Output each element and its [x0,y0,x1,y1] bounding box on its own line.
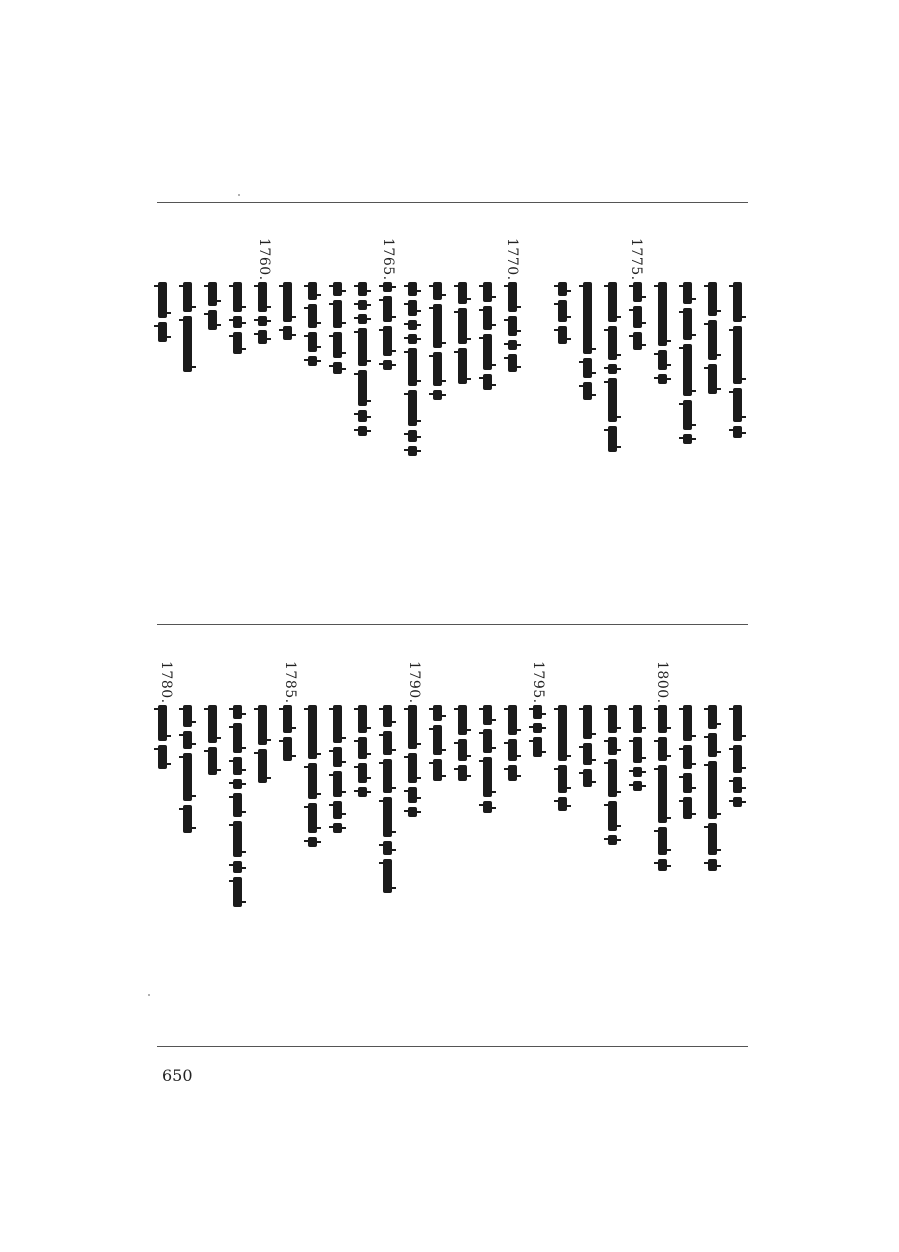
script-word [683,282,692,304]
verse-number: 1770. [504,238,520,281]
script-word [733,388,742,422]
script-word [308,304,317,328]
script-word [583,382,592,400]
speck [148,994,150,996]
script-word [583,358,592,378]
script-line [330,282,344,378]
script-word [683,400,692,430]
script-word [483,757,492,797]
script-line [680,282,694,448]
script-line [405,705,419,821]
script-word [483,801,492,813]
script-word [408,348,417,386]
script-word [608,378,617,422]
script-line [580,705,594,791]
script-word [233,861,242,873]
script-word [358,737,367,759]
verse-number: 1760. [256,238,272,281]
script-word [683,705,692,741]
top-rule [157,202,748,203]
script-word [408,753,417,783]
script-word [208,282,217,306]
script-word [283,326,292,340]
script-word [433,352,442,386]
script-word [608,282,617,322]
script-word [483,729,492,753]
script-word [408,807,417,817]
script-word [558,705,567,761]
script-word [333,801,342,819]
script-word [658,859,667,871]
script-word [183,753,192,801]
script-word [733,326,742,384]
script-line [280,282,294,344]
script-line [355,282,369,440]
script-word [483,306,492,330]
script-word [383,360,392,370]
script-line [305,282,319,370]
script-word [558,765,567,793]
script-word [233,793,242,817]
script-word [733,705,742,741]
script-word [708,823,717,855]
script-word [358,787,367,797]
script-word [383,326,392,356]
script-word [608,705,617,733]
script-word [233,757,242,775]
script-word [158,745,167,769]
script-line [380,282,394,374]
script-word [633,705,642,733]
script-line [555,705,569,815]
script-word [608,426,617,452]
script-line [255,282,269,348]
script-word [458,282,467,304]
verse-number: 1795. [530,661,546,704]
script-word [483,705,492,725]
script-word [383,797,392,837]
script-word [658,350,667,370]
script-line [155,282,169,346]
script-word [283,737,292,761]
script-line [480,705,494,817]
script-word [608,737,617,755]
script-word [383,282,392,292]
script-word [558,282,567,296]
script-word [733,282,742,322]
script-word [733,426,742,438]
script-word [658,765,667,823]
script-word [383,296,392,322]
script-word [308,763,317,799]
verse-number: 1780. [158,661,174,704]
script-word [558,326,567,344]
script-word [458,705,467,735]
script-word [208,310,217,330]
script-word [358,314,367,324]
script-word [683,745,692,769]
script-word [433,705,442,721]
script-line [180,705,194,837]
script-word [683,434,692,444]
script-line [655,282,669,388]
script-line [280,705,294,765]
script-word [483,374,492,390]
verse-number: 1775. [628,238,644,281]
script-word [408,390,417,426]
script-word [633,306,642,328]
script-word [458,765,467,781]
script-word [308,803,317,833]
script-word [183,316,192,372]
script-word [408,787,417,803]
script-word [583,705,592,739]
speck [238,194,240,196]
script-line [455,282,469,388]
script-word [333,300,342,328]
script-line [630,705,644,795]
script-word [633,781,642,791]
verse-number: 1790. [406,661,422,704]
script-word [158,322,167,342]
script-word [583,769,592,787]
script-word [708,320,717,360]
script-word [258,282,267,312]
script-word [383,731,392,755]
script-word [383,759,392,793]
script-word [408,320,417,330]
script-word [483,282,492,302]
script-word [533,737,542,757]
script-word [608,835,617,845]
script-line [505,282,519,376]
script-word [233,705,242,719]
script-word [608,801,617,831]
script-word [608,364,617,374]
script-word [458,348,467,384]
script-line [155,705,169,773]
script-word [258,705,267,745]
script-word [308,332,317,352]
script-line [305,705,319,851]
script-line [655,705,669,875]
script-word [708,705,717,729]
script-word [208,747,217,775]
script-word [558,797,567,811]
script-word [608,759,617,797]
script-word [333,705,342,743]
script-word [683,344,692,396]
page-number: 650 [162,1066,193,1085]
script-word [733,745,742,773]
script-word [708,733,717,757]
script-word [208,705,217,743]
script-line [730,705,744,811]
script-word [358,705,367,733]
script-word [458,739,467,761]
script-word [358,410,367,422]
script-line [580,282,594,404]
script-word [533,723,542,733]
script-word [383,859,392,893]
script-word [708,761,717,819]
script-word [583,282,592,354]
script-word [708,859,717,871]
script-word [233,332,242,354]
script-word [633,767,642,777]
script-word [508,765,517,781]
script-word [708,364,717,394]
script-line [180,282,194,376]
script-word [733,797,742,807]
verse-number: 1785. [282,661,298,704]
script-word [408,446,417,456]
middle-rule [157,624,748,625]
script-word [308,356,317,366]
script-line [230,705,244,911]
script-word [283,282,292,322]
script-word [258,330,267,344]
script-word [658,282,667,346]
script-word [283,705,292,733]
script-word [633,282,642,302]
script-line [380,705,394,897]
script-word [508,739,517,761]
script-line [505,705,519,785]
script-line [230,282,244,358]
script-word [183,282,192,312]
script-line [355,705,369,801]
script-word [383,841,392,855]
script-line [330,705,344,837]
script-word [183,805,192,833]
script-word [508,705,517,735]
script-word [233,821,242,857]
script-word [683,797,692,819]
script-word [433,304,442,348]
script-word [683,773,692,793]
script-word [183,705,192,727]
script-word [408,705,417,749]
script-word [233,282,242,312]
script-word [333,747,342,767]
script-word [233,877,242,907]
script-word [308,837,317,847]
script-word [333,771,342,797]
script-word [458,308,467,344]
script-word [658,705,667,733]
script-word [408,282,417,296]
script-word [483,334,492,370]
script-word [358,282,367,296]
script-word [258,316,267,326]
script-line [605,282,619,456]
script-word [658,737,667,761]
script-line [205,282,219,334]
script-word [183,731,192,749]
bottom-rule [157,1046,748,1047]
script-word [508,340,517,350]
script-line [730,282,744,442]
script-word [358,426,367,436]
script-word [333,823,342,833]
script-line [680,705,694,823]
script-word [583,743,592,765]
script-word [408,334,417,344]
script-word [333,362,342,374]
script-word [733,777,742,793]
script-line [705,705,719,875]
script-word [308,282,317,300]
script-word [658,827,667,855]
script-word [383,705,392,727]
script-line [555,282,569,348]
script-line [430,282,444,404]
script-word [558,300,567,322]
verse-number: 1765. [380,238,396,281]
script-word [683,308,692,340]
script-word [708,282,717,316]
script-line [530,705,544,761]
script-line [630,282,644,354]
script-word [433,759,442,781]
script-word [358,328,367,366]
script-line [455,705,469,785]
script-line [430,705,444,785]
script-word [433,725,442,755]
script-line [205,705,219,779]
script-line [605,705,619,849]
script-word [158,705,167,741]
script-word [308,705,317,759]
script-word [658,374,667,384]
script-word [508,316,517,336]
script-word [608,326,617,360]
script-word [433,390,442,400]
script-word [633,332,642,350]
script-word [508,282,517,312]
script-word [233,316,242,328]
script-word [333,332,342,358]
script-line [480,282,494,394]
script-word [233,779,242,789]
script-word [358,763,367,783]
script-line [705,282,719,398]
script-word [408,300,417,316]
script-word [433,282,442,300]
script-word [358,370,367,406]
verse-number: 1800. [654,661,670,704]
script-word [233,723,242,753]
script-word [408,430,417,442]
script-word [508,354,517,372]
script-word [158,282,167,318]
script-line [405,282,419,460]
script-word [533,705,542,719]
script-word [258,749,267,783]
script-word [358,300,367,310]
script-line [255,705,269,787]
script-word [633,737,642,763]
script-word [333,282,342,296]
